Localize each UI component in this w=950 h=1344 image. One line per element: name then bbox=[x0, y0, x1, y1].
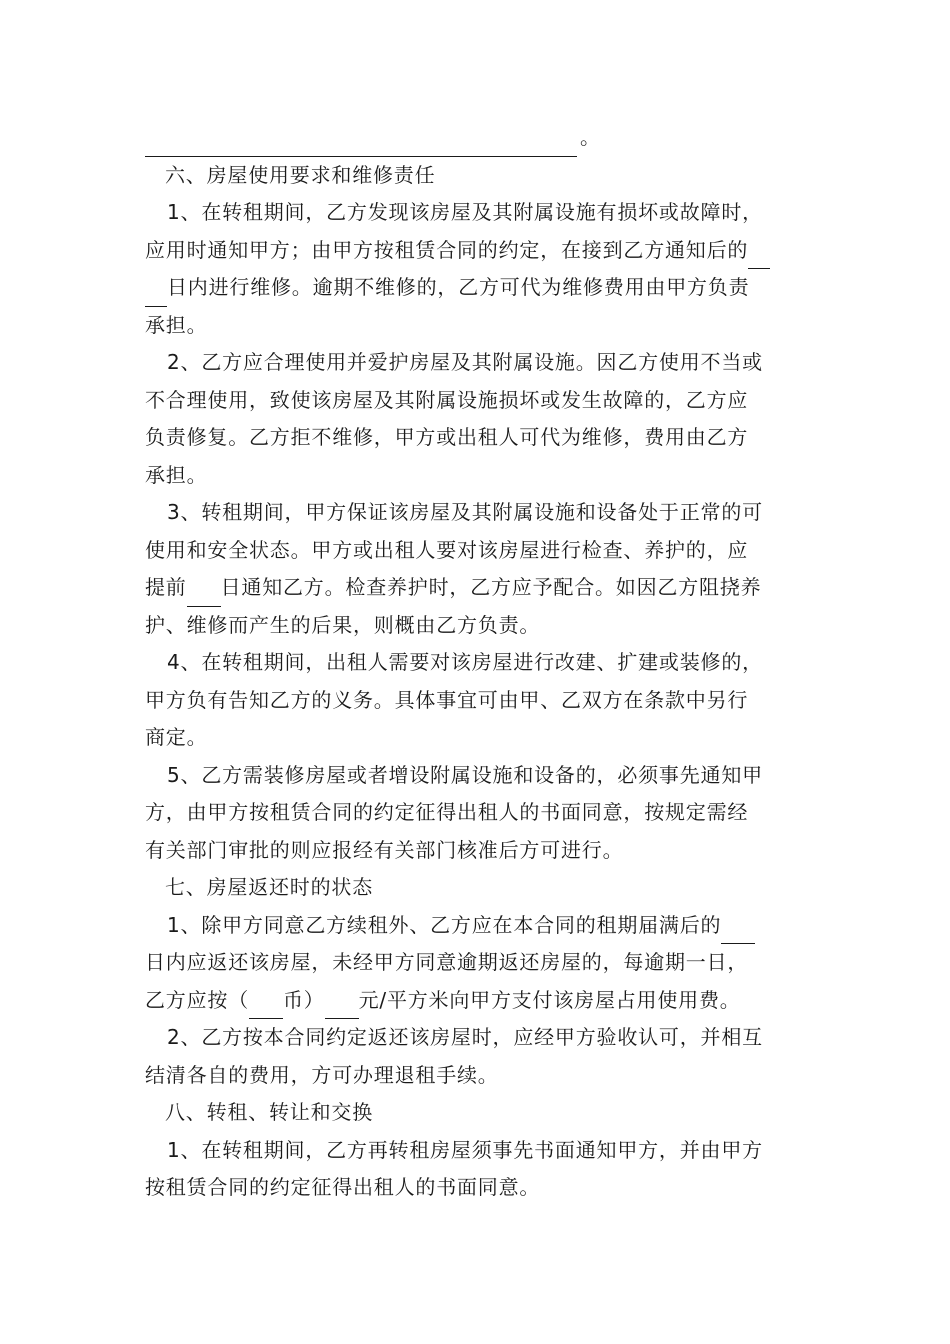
document-body bbox=[145, 119, 815, 1207]
paragraph-line bbox=[145, 644, 815, 682]
blank-underline bbox=[145, 128, 577, 157]
text: 日通知乙方。检查养护时，乙方应予配合。如因乙方阻挠养 bbox=[220, 575, 762, 599]
text: 护、维修而产生的后果，则概由乙方负责。 bbox=[145, 612, 541, 637]
text: 1、除甲方同意乙方续租外、乙方应在本合同的租期届满后的 bbox=[167, 912, 722, 937]
heading-text: 八、转租、转让和交换 bbox=[165, 1100, 373, 1124]
paragraph-line bbox=[145, 307, 815, 345]
paragraph-line bbox=[145, 382, 815, 420]
paragraph-line bbox=[145, 194, 815, 232]
text: 方，由甲方按租赁合同的约定征得出租人的书面同意，按规定需经 bbox=[145, 800, 749, 824]
heading-text: 六、房屋使用要求和维修责任 bbox=[165, 162, 436, 187]
line-end-punct: 。 bbox=[580, 125, 601, 149]
fill-in-blank-line bbox=[145, 119, 815, 157]
paragraph-line bbox=[145, 1169, 815, 1207]
paragraph-line bbox=[145, 494, 815, 532]
paragraph-line bbox=[145, 344, 815, 382]
text: 不合理使用，致使该房屋及其附属设施损坏或发生故障的，乙方应 bbox=[145, 387, 749, 412]
paragraph-line bbox=[145, 982, 815, 1020]
text: 商定。 bbox=[145, 725, 208, 749]
paragraph-line bbox=[145, 532, 815, 570]
text: 乙方应按（ bbox=[145, 987, 249, 1012]
text: 2、乙方按本合同约定返还该房屋时，应经甲方验收认可，并相互 bbox=[167, 1025, 763, 1049]
text: 使用和安全状态。甲方或出租人要对该房屋进行检查、养护的，应 bbox=[145, 537, 749, 562]
section-heading-6 bbox=[145, 157, 815, 195]
paragraph-line bbox=[145, 794, 815, 832]
paragraph-line bbox=[145, 1057, 815, 1095]
paragraph-line bbox=[145, 1019, 815, 1057]
paragraph-line bbox=[145, 457, 815, 495]
text: 负责修复。乙方拒不维修，甲方或出租人可代为维修，费用由乙方 bbox=[145, 425, 749, 449]
paragraph-line bbox=[145, 719, 815, 757]
blank-underline bbox=[748, 242, 770, 269]
blank-underline bbox=[145, 280, 167, 307]
section-heading-8 bbox=[145, 1094, 815, 1132]
text: 承担。 bbox=[145, 462, 208, 487]
blank-underline bbox=[187, 580, 221, 607]
text: 1、在转租期间，乙方发现该房屋及其附属设施有损坏或故障时， bbox=[167, 200, 763, 224]
text: 币） bbox=[283, 987, 325, 1012]
blank-underline bbox=[721, 917, 755, 944]
paragraph-line bbox=[145, 907, 815, 945]
text: 2、乙方应合理使用并爱护房屋及其附属设施。因乙方使用不当或 bbox=[167, 350, 763, 374]
paragraph-line bbox=[145, 269, 815, 307]
paragraph-line bbox=[145, 569, 815, 607]
text: 日内应返还该房屋，未经甲方同意逾期返还房屋的，每逾期一日， bbox=[145, 950, 749, 974]
text: 结清各自的费用，方可办理退租手续。 bbox=[145, 1062, 499, 1087]
text: 元/平方米向甲方支付该房屋占用使用费。 bbox=[358, 987, 741, 1012]
paragraph-line bbox=[145, 232, 815, 270]
paragraph-line bbox=[145, 757, 815, 795]
paragraph-line bbox=[145, 832, 815, 870]
text: 甲方负有告知乙方的义务。具体事宜可由甲、乙双方在条款中另行 bbox=[145, 687, 749, 712]
text: 承担。 bbox=[145, 312, 208, 337]
text: 1、在转租期间，乙方再转租房屋须事先书面通知甲方，并由甲方 bbox=[167, 1137, 763, 1162]
paragraph-line bbox=[145, 944, 815, 982]
section-heading-7 bbox=[145, 869, 815, 907]
text: 5、乙方需装修房屋或者增设附属设施和设备的，必须事先通知甲 bbox=[167, 762, 763, 787]
text: 按租赁合同的约定征得出租人的书面同意。 bbox=[145, 1175, 541, 1199]
text: 应用时通知甲方；由甲方按租赁合同的约定，在接到乙方通知后的 bbox=[145, 237, 749, 262]
text: 4、在转租期间，出租人需要对该房屋进行改建、扩建或装修的， bbox=[167, 650, 763, 674]
text: 日内进行维修。逾期不维修的，乙方可代为维修费用由甲方负责 bbox=[167, 275, 750, 299]
text: 提前 bbox=[145, 575, 187, 599]
blank-underline bbox=[249, 992, 283, 1019]
paragraph-line bbox=[145, 419, 815, 457]
text: 有关部门审批的则应报经有关部门核准后方可进行。 bbox=[145, 837, 624, 862]
paragraph-line bbox=[145, 1132, 815, 1170]
blank-underline bbox=[325, 992, 359, 1019]
text: 3、转租期间，甲方保证该房屋及其附属设施和设备处于正常的可 bbox=[167, 500, 763, 524]
paragraph-line bbox=[145, 682, 815, 720]
paragraph-line bbox=[145, 607, 815, 645]
heading-text: 七、房屋返还时的状态 bbox=[165, 875, 373, 899]
